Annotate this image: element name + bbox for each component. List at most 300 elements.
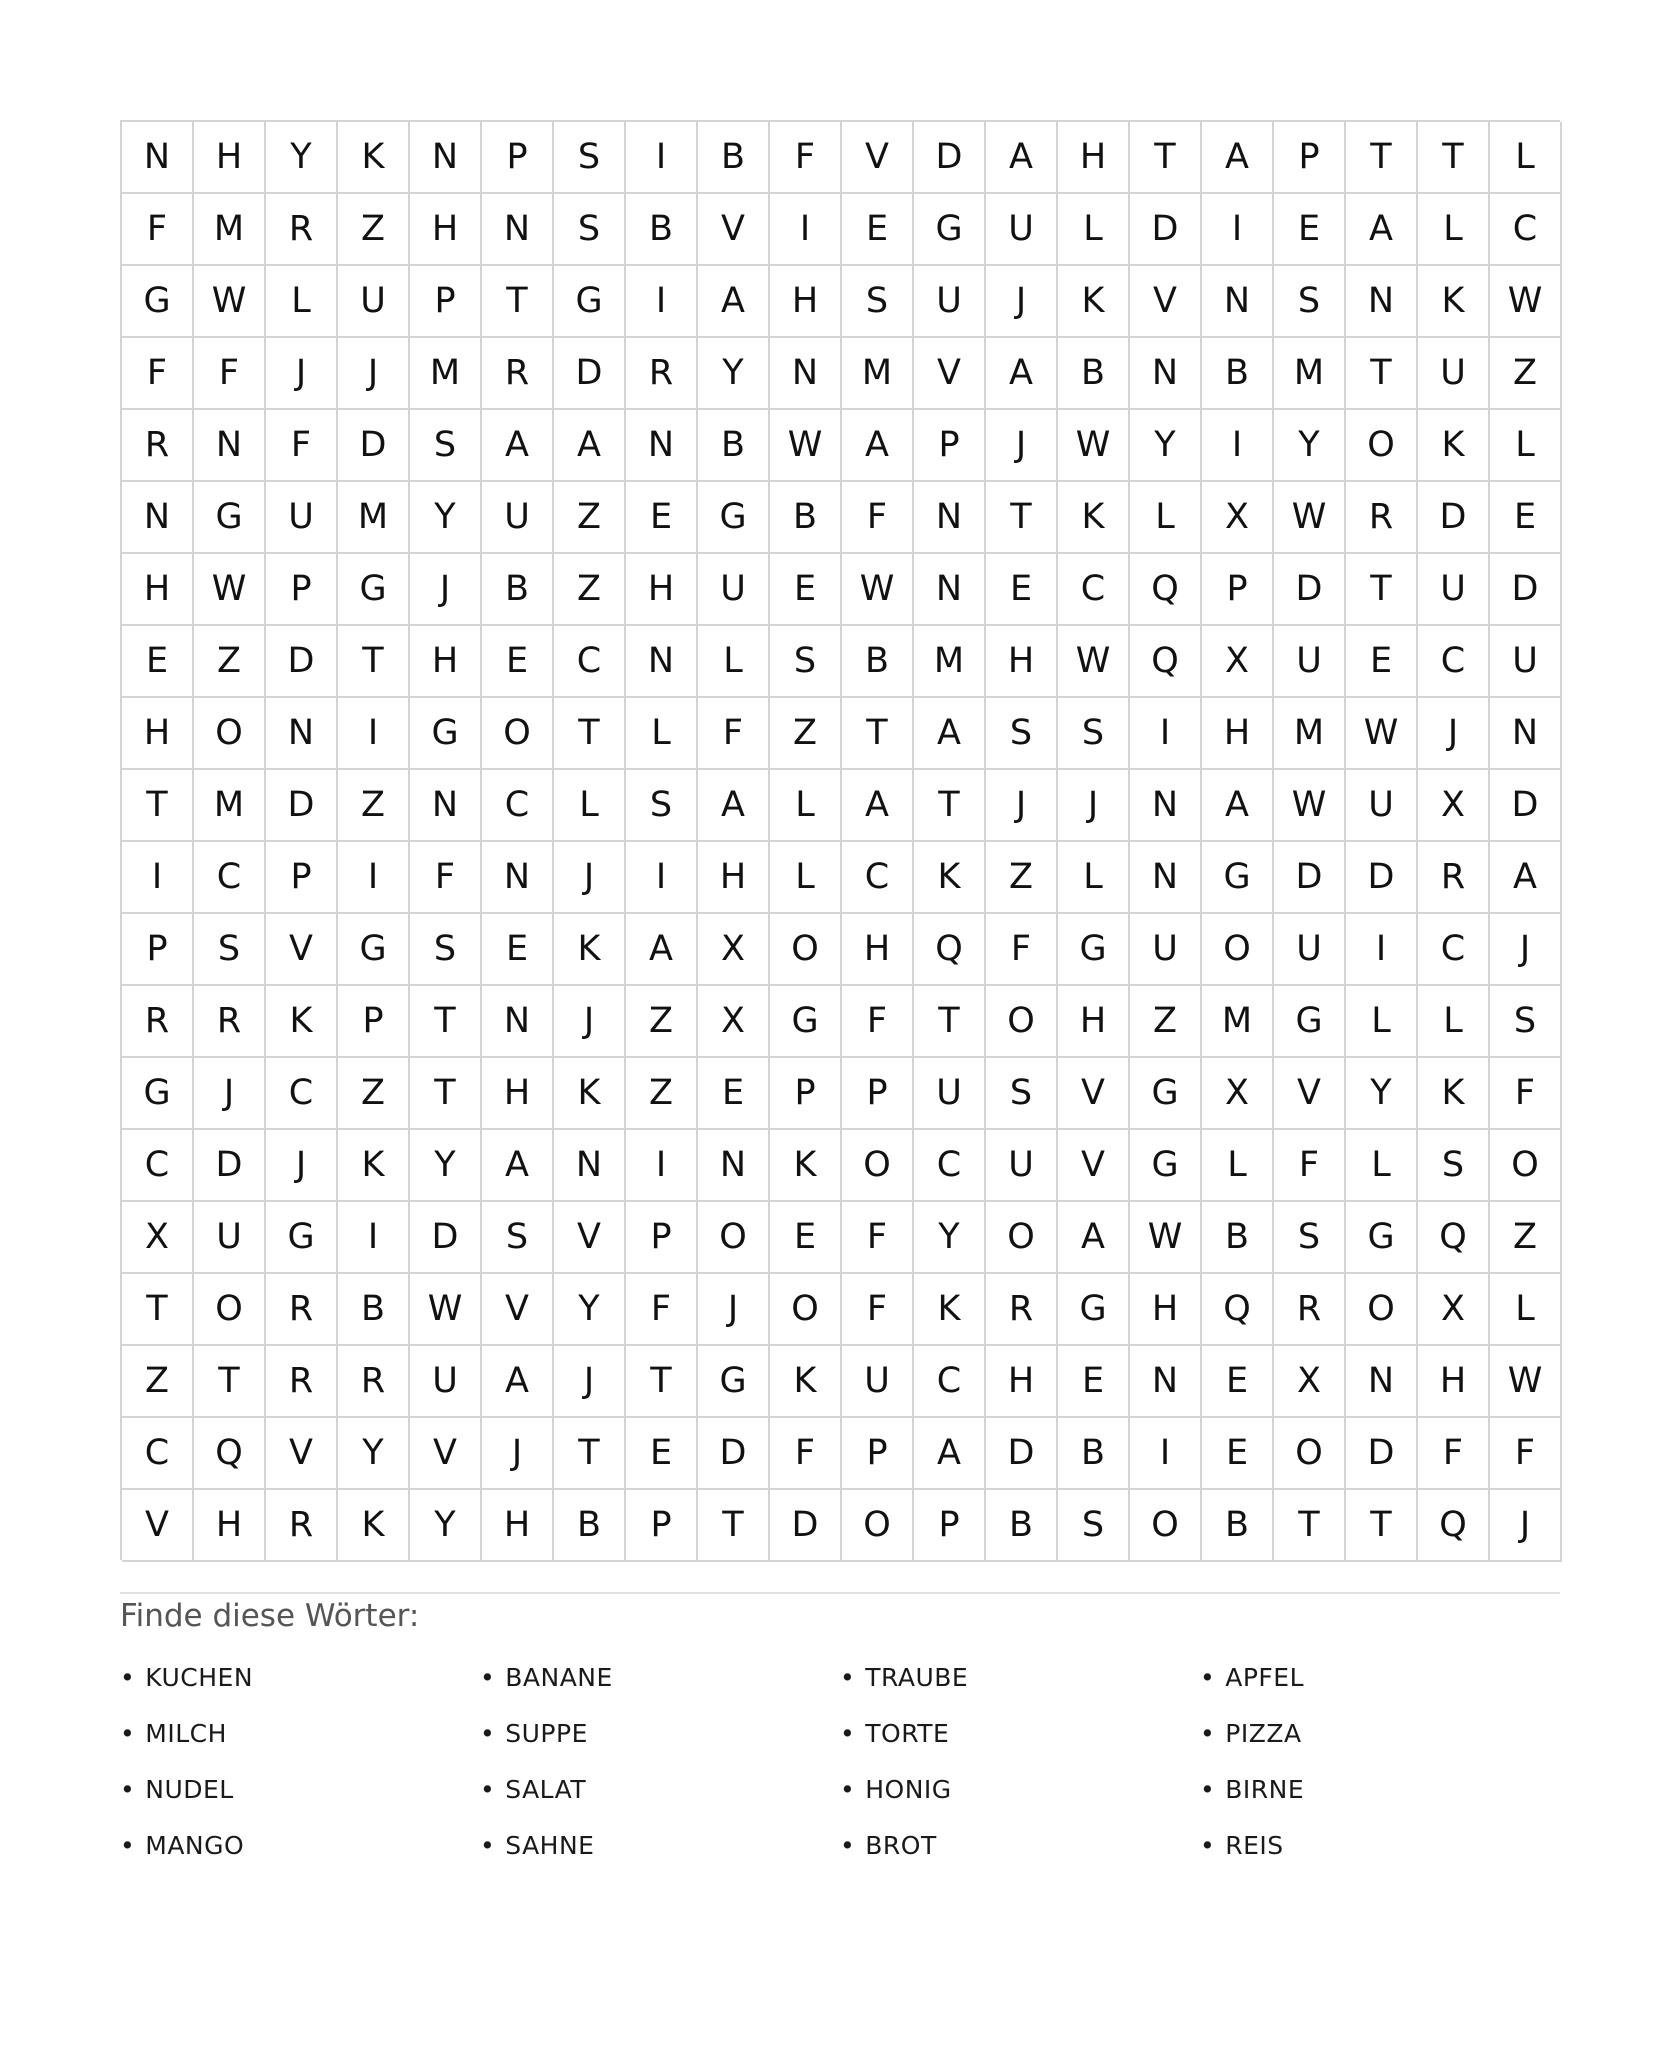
grid-cell[interactable]: W [1274, 770, 1346, 842]
grid-cell[interactable]: E [626, 482, 698, 554]
grid-cell[interactable]: I [1202, 194, 1274, 266]
grid-cell[interactable]: C [482, 770, 554, 842]
grid-cell[interactable]: E [1202, 1346, 1274, 1418]
grid-cell[interactable]: X [1202, 626, 1274, 698]
grid-cell[interactable]: U [986, 194, 1058, 266]
grid-cell[interactable]: I [1130, 1418, 1202, 1490]
grid-cell[interactable]: Z [122, 1346, 194, 1418]
grid-cell[interactable]: Z [554, 482, 626, 554]
grid-cell[interactable]: K [914, 1274, 986, 1346]
grid-cell[interactable]: Z [1490, 338, 1562, 410]
grid-cell[interactable]: R [482, 338, 554, 410]
grid-cell[interactable]: G [1202, 842, 1274, 914]
grid-cell[interactable]: J [986, 266, 1058, 338]
grid-cell[interactable]: P [266, 842, 338, 914]
grid-cell[interactable]: Q [1130, 554, 1202, 626]
grid-cell[interactable]: E [1274, 194, 1346, 266]
grid-cell[interactable]: U [1418, 554, 1490, 626]
grid-cell[interactable]: H [698, 842, 770, 914]
grid-cell[interactable]: K [770, 1130, 842, 1202]
grid-cell[interactable]: J [1058, 770, 1130, 842]
grid-cell[interactable]: S [1274, 1202, 1346, 1274]
grid-cell[interactable]: N [698, 1130, 770, 1202]
grid-cell[interactable]: A [698, 266, 770, 338]
grid-cell[interactable]: V [914, 338, 986, 410]
grid-cell[interactable]: N [914, 482, 986, 554]
grid-cell[interactable]: Z [338, 1058, 410, 1130]
grid-cell[interactable]: M [338, 482, 410, 554]
grid-cell[interactable]: E [482, 626, 554, 698]
grid-cell[interactable]: D [194, 1130, 266, 1202]
grid-cell[interactable]: F [842, 986, 914, 1058]
grid-cell[interactable]: S [1490, 986, 1562, 1058]
grid-cell[interactable]: O [842, 1130, 914, 1202]
grid-cell[interactable]: O [770, 1274, 842, 1346]
grid-cell[interactable]: A [482, 1130, 554, 1202]
grid-cell[interactable]: G [914, 194, 986, 266]
grid-cell[interactable]: I [626, 842, 698, 914]
grid-cell[interactable]: P [626, 1490, 698, 1562]
grid-cell[interactable]: P [842, 1058, 914, 1130]
grid-cell[interactable]: C [842, 842, 914, 914]
grid-cell[interactable]: R [626, 338, 698, 410]
grid-cell[interactable]: M [1274, 698, 1346, 770]
grid-cell[interactable]: E [698, 1058, 770, 1130]
grid-cell[interactable]: J [338, 338, 410, 410]
grid-cell[interactable]: C [122, 1130, 194, 1202]
grid-cell[interactable]: A [482, 1346, 554, 1418]
grid-cell[interactable]: O [482, 698, 554, 770]
grid-cell[interactable]: U [914, 266, 986, 338]
grid-cell[interactable]: K [1058, 482, 1130, 554]
grid-cell[interactable]: V [698, 194, 770, 266]
grid-cell[interactable]: H [482, 1058, 554, 1130]
grid-cell[interactable]: U [1490, 626, 1562, 698]
grid-cell[interactable]: D [698, 1418, 770, 1490]
grid-cell[interactable]: F [122, 194, 194, 266]
grid-cell[interactable]: V [1058, 1130, 1130, 1202]
grid-cell[interactable]: L [1058, 194, 1130, 266]
grid-cell[interactable]: D [1346, 1418, 1418, 1490]
grid-cell[interactable]: L [554, 770, 626, 842]
grid-cell[interactable]: B [338, 1274, 410, 1346]
grid-cell[interactable]: G [1346, 1202, 1418, 1274]
grid-cell[interactable]: M [1274, 338, 1346, 410]
grid-cell[interactable]: N [1346, 1346, 1418, 1418]
grid-cell[interactable]: Z [1490, 1202, 1562, 1274]
grid-cell[interactable]: H [842, 914, 914, 986]
grid-cell[interactable]: G [122, 1058, 194, 1130]
grid-cell[interactable]: W [410, 1274, 482, 1346]
grid-cell[interactable]: G [698, 1346, 770, 1418]
grid-cell[interactable]: K [554, 1058, 626, 1130]
grid-cell[interactable]: P [1202, 554, 1274, 626]
grid-cell[interactable]: N [122, 482, 194, 554]
grid-cell[interactable]: K [1058, 266, 1130, 338]
grid-cell[interactable]: A [554, 410, 626, 482]
grid-cell[interactable]: P [1274, 122, 1346, 194]
grid-cell[interactable]: J [1418, 698, 1490, 770]
grid-cell[interactable]: V [410, 1418, 482, 1490]
grid-cell[interactable]: K [338, 1490, 410, 1562]
grid-cell[interactable]: J [266, 338, 338, 410]
grid-cell[interactable]: B [842, 626, 914, 698]
grid-cell[interactable]: J [986, 410, 1058, 482]
grid-cell[interactable]: S [194, 914, 266, 986]
grid-cell[interactable]: B [554, 1490, 626, 1562]
grid-cell[interactable]: O [194, 1274, 266, 1346]
grid-cell[interactable]: P [266, 554, 338, 626]
grid-cell[interactable]: T [914, 986, 986, 1058]
grid-cell[interactable]: C [1058, 554, 1130, 626]
grid-cell[interactable]: P [770, 1058, 842, 1130]
grid-cell[interactable]: W [194, 554, 266, 626]
grid-cell[interactable]: Z [1130, 986, 1202, 1058]
grid-cell[interactable]: S [410, 410, 482, 482]
grid-cell[interactable]: X [1418, 1274, 1490, 1346]
grid-cell[interactable]: B [1058, 338, 1130, 410]
grid-cell[interactable]: P [626, 1202, 698, 1274]
grid-cell[interactable]: J [554, 842, 626, 914]
grid-cell[interactable]: V [266, 914, 338, 986]
grid-cell[interactable]: T [842, 698, 914, 770]
grid-cell[interactable]: T [410, 986, 482, 1058]
grid-cell[interactable]: W [842, 554, 914, 626]
grid-cell[interactable]: I [338, 1202, 410, 1274]
grid-cell[interactable]: H [986, 626, 1058, 698]
grid-cell[interactable]: K [554, 914, 626, 986]
grid-cell[interactable]: P [842, 1418, 914, 1490]
grid-cell[interactable]: Z [194, 626, 266, 698]
grid-cell[interactable]: N [1130, 770, 1202, 842]
grid-cell[interactable]: W [1058, 410, 1130, 482]
grid-cell[interactable]: B [482, 554, 554, 626]
grid-cell[interactable]: L [1346, 986, 1418, 1058]
grid-cell[interactable]: M [194, 770, 266, 842]
grid-cell[interactable]: F [410, 842, 482, 914]
grid-cell[interactable]: E [1490, 482, 1562, 554]
grid-cell[interactable]: Q [1130, 626, 1202, 698]
grid-cell[interactable]: O [1490, 1130, 1562, 1202]
grid-cell[interactable]: I [770, 194, 842, 266]
grid-cell[interactable]: F [698, 698, 770, 770]
grid-cell[interactable]: V [554, 1202, 626, 1274]
grid-cell[interactable]: U [842, 1346, 914, 1418]
grid-cell[interactable]: R [338, 1346, 410, 1418]
grid-cell[interactable]: A [986, 122, 1058, 194]
grid-cell[interactable]: U [1130, 914, 1202, 986]
grid-cell[interactable]: T [1130, 122, 1202, 194]
grid-cell[interactable]: G [1058, 914, 1130, 986]
grid-cell[interactable]: H [122, 698, 194, 770]
grid-cell[interactable]: D [770, 1490, 842, 1562]
grid-cell[interactable]: B [698, 122, 770, 194]
grid-cell[interactable]: H [1058, 986, 1130, 1058]
grid-cell[interactable]: T [554, 698, 626, 770]
grid-cell[interactable]: L [1490, 410, 1562, 482]
grid-cell[interactable]: O [770, 914, 842, 986]
grid-cell[interactable]: A [986, 338, 1058, 410]
grid-cell[interactable]: F [842, 1274, 914, 1346]
grid-cell[interactable]: V [1274, 1058, 1346, 1130]
grid-cell[interactable]: W [1490, 266, 1562, 338]
grid-cell[interactable]: Y [698, 338, 770, 410]
grid-cell[interactable]: L [1490, 1274, 1562, 1346]
grid-cell[interactable]: Q [194, 1418, 266, 1490]
grid-cell[interactable]: N [626, 410, 698, 482]
grid-cell[interactable]: O [1346, 410, 1418, 482]
grid-cell[interactable]: B [770, 482, 842, 554]
grid-cell[interactable]: W [1058, 626, 1130, 698]
grid-cell[interactable]: P [914, 1490, 986, 1562]
grid-cell[interactable]: C [122, 1418, 194, 1490]
grid-cell[interactable]: T [194, 1346, 266, 1418]
grid-cell[interactable]: I [338, 698, 410, 770]
grid-cell[interactable]: D [338, 410, 410, 482]
grid-cell[interactable]: C [266, 1058, 338, 1130]
grid-cell[interactable]: H [1418, 1346, 1490, 1418]
grid-cell[interactable]: T [338, 626, 410, 698]
grid-cell[interactable]: T [914, 770, 986, 842]
grid-cell[interactable]: D [554, 338, 626, 410]
grid-cell[interactable]: G [410, 698, 482, 770]
grid-cell[interactable]: R [266, 1346, 338, 1418]
grid-cell[interactable]: Z [338, 194, 410, 266]
grid-cell[interactable]: S [1418, 1130, 1490, 1202]
grid-cell[interactable]: Q [914, 914, 986, 986]
grid-cell[interactable]: M [1202, 986, 1274, 1058]
grid-cell[interactable]: B [698, 410, 770, 482]
grid-cell[interactable]: K [338, 1130, 410, 1202]
grid-cell[interactable]: K [266, 986, 338, 1058]
grid-cell[interactable]: L [1490, 122, 1562, 194]
grid-cell[interactable]: R [122, 410, 194, 482]
grid-cell[interactable]: S [1058, 1490, 1130, 1562]
grid-cell[interactable]: S [410, 914, 482, 986]
grid-cell[interactable]: I [1346, 914, 1418, 986]
grid-cell[interactable]: A [1202, 770, 1274, 842]
grid-cell[interactable]: G [770, 986, 842, 1058]
grid-cell[interactable]: R [986, 1274, 1058, 1346]
grid-cell[interactable]: T [1346, 122, 1418, 194]
grid-cell[interactable]: S [554, 194, 626, 266]
grid-cell[interactable]: Z [986, 842, 1058, 914]
grid-cell[interactable]: E [1202, 1418, 1274, 1490]
grid-cell[interactable]: N [554, 1130, 626, 1202]
grid-cell[interactable]: H [482, 1490, 554, 1562]
grid-cell[interactable]: L [1058, 842, 1130, 914]
grid-cell[interactable]: D [1490, 554, 1562, 626]
grid-cell[interactable]: J [986, 770, 1058, 842]
grid-cell[interactable]: G [1130, 1130, 1202, 1202]
grid-cell[interactable]: A [842, 770, 914, 842]
grid-cell[interactable]: N [482, 986, 554, 1058]
grid-cell[interactable]: W [1274, 482, 1346, 554]
grid-cell[interactable]: T [698, 1490, 770, 1562]
grid-cell[interactable]: T [1274, 1490, 1346, 1562]
grid-cell[interactable]: L [698, 626, 770, 698]
grid-cell[interactable]: B [986, 1490, 1058, 1562]
grid-cell[interactable]: Y [410, 1490, 482, 1562]
grid-cell[interactable]: T [410, 1058, 482, 1130]
grid-cell[interactable]: N [482, 842, 554, 914]
grid-cell[interactable]: G [698, 482, 770, 554]
grid-cell[interactable]: I [626, 1130, 698, 1202]
grid-cell[interactable]: T [1346, 554, 1418, 626]
grid-cell[interactable]: Y [1130, 410, 1202, 482]
grid-cell[interactable]: O [1274, 1418, 1346, 1490]
grid-cell[interactable]: F [1418, 1418, 1490, 1490]
grid-cell[interactable]: R [266, 1490, 338, 1562]
grid-cell[interactable]: N [1202, 266, 1274, 338]
grid-cell[interactable]: U [1418, 338, 1490, 410]
grid-cell[interactable]: H [1130, 1274, 1202, 1346]
grid-cell[interactable]: J [698, 1274, 770, 1346]
grid-cell[interactable]: W [1490, 1346, 1562, 1418]
grid-cell[interactable]: F [1490, 1058, 1562, 1130]
grid-cell[interactable]: W [1346, 698, 1418, 770]
grid-cell[interactable]: E [770, 554, 842, 626]
grid-cell[interactable]: F [1274, 1130, 1346, 1202]
grid-cell[interactable]: G [1130, 1058, 1202, 1130]
grid-cell[interactable]: G [1058, 1274, 1130, 1346]
grid-cell[interactable]: N [1130, 338, 1202, 410]
grid-cell[interactable]: H [410, 626, 482, 698]
grid-cell[interactable]: I [626, 122, 698, 194]
grid-cell[interactable]: N [1130, 842, 1202, 914]
grid-cell[interactable]: U [914, 1058, 986, 1130]
grid-cell[interactable]: Z [338, 770, 410, 842]
grid-cell[interactable]: G [266, 1202, 338, 1274]
grid-cell[interactable]: K [1418, 266, 1490, 338]
grid-cell[interactable]: Q [1418, 1490, 1490, 1562]
grid-cell[interactable]: M [842, 338, 914, 410]
grid-cell[interactable]: J [194, 1058, 266, 1130]
grid-cell[interactable]: Z [626, 1058, 698, 1130]
grid-cell[interactable]: G [1274, 986, 1346, 1058]
grid-cell[interactable]: V [1130, 266, 1202, 338]
grid-cell[interactable]: X [1202, 1058, 1274, 1130]
grid-cell[interactable]: R [1346, 482, 1418, 554]
grid-cell[interactable]: Y [914, 1202, 986, 1274]
grid-cell[interactable]: F [194, 338, 266, 410]
grid-cell[interactable]: T [1418, 122, 1490, 194]
grid-cell[interactable]: S [482, 1202, 554, 1274]
grid-cell[interactable]: A [914, 1418, 986, 1490]
grid-cell[interactable]: Y [554, 1274, 626, 1346]
grid-cell[interactable]: I [338, 842, 410, 914]
grid-cell[interactable]: G [122, 266, 194, 338]
grid-cell[interactable]: A [1346, 194, 1418, 266]
grid-cell[interactable]: E [986, 554, 1058, 626]
grid-cell[interactable]: C [554, 626, 626, 698]
grid-cell[interactable]: R [266, 1274, 338, 1346]
grid-cell[interactable]: D [1490, 770, 1562, 842]
grid-cell[interactable]: X [122, 1202, 194, 1274]
grid-cell[interactable]: A [482, 410, 554, 482]
grid-cell[interactable]: E [1346, 626, 1418, 698]
grid-cell[interactable]: U [1346, 770, 1418, 842]
grid-cell[interactable]: S [1058, 698, 1130, 770]
grid-cell[interactable]: V [266, 1418, 338, 1490]
grid-cell[interactable]: P [122, 914, 194, 986]
grid-cell[interactable]: U [1274, 626, 1346, 698]
grid-cell[interactable]: J [1490, 1490, 1562, 1562]
grid-cell[interactable]: R [194, 986, 266, 1058]
grid-cell[interactable]: M [410, 338, 482, 410]
grid-cell[interactable]: R [1418, 842, 1490, 914]
grid-cell[interactable]: S [770, 626, 842, 698]
grid-cell[interactable]: A [1058, 1202, 1130, 1274]
grid-cell[interactable]: O [194, 698, 266, 770]
grid-cell[interactable]: D [1274, 842, 1346, 914]
grid-cell[interactable]: F [842, 1202, 914, 1274]
grid-cell[interactable]: E [626, 1418, 698, 1490]
grid-cell[interactable]: F [770, 1418, 842, 1490]
grid-cell[interactable]: O [842, 1490, 914, 1562]
grid-cell[interactable]: B [1202, 338, 1274, 410]
grid-cell[interactable]: A [1202, 122, 1274, 194]
grid-cell[interactable]: T [554, 1418, 626, 1490]
grid-cell[interactable]: E [842, 194, 914, 266]
grid-cell[interactable]: N [266, 698, 338, 770]
grid-cell[interactable]: A [842, 410, 914, 482]
grid-cell[interactable]: S [986, 698, 1058, 770]
grid-cell[interactable]: H [1202, 698, 1274, 770]
grid-cell[interactable]: L [1346, 1130, 1418, 1202]
grid-cell[interactable]: N [122, 122, 194, 194]
grid-cell[interactable]: N [770, 338, 842, 410]
grid-cell[interactable]: P [482, 122, 554, 194]
grid-cell[interactable]: M [914, 626, 986, 698]
grid-cell[interactable]: X [1418, 770, 1490, 842]
grid-cell[interactable]: L [266, 266, 338, 338]
grid-cell[interactable]: D [1346, 842, 1418, 914]
grid-cell[interactable]: J [410, 554, 482, 626]
grid-cell[interactable]: S [842, 266, 914, 338]
grid-cell[interactable]: L [770, 770, 842, 842]
grid-cell[interactable]: S [1274, 266, 1346, 338]
grid-cell[interactable]: Y [266, 122, 338, 194]
grid-cell[interactable]: D [914, 122, 986, 194]
grid-cell[interactable]: D [410, 1202, 482, 1274]
grid-cell[interactable]: H [626, 554, 698, 626]
grid-cell[interactable]: N [914, 554, 986, 626]
grid-cell[interactable]: Y [1346, 1058, 1418, 1130]
grid-cell[interactable]: P [410, 266, 482, 338]
grid-cell[interactable]: G [194, 482, 266, 554]
grid-cell[interactable]: G [338, 914, 410, 986]
grid-cell[interactable]: N [1130, 1346, 1202, 1418]
grid-cell[interactable]: H [986, 1346, 1058, 1418]
grid-cell[interactable]: V [842, 122, 914, 194]
grid-cell[interactable]: L [1418, 194, 1490, 266]
grid-cell[interactable]: C [1418, 914, 1490, 986]
grid-cell[interactable]: U [482, 482, 554, 554]
grid-cell[interactable]: O [1130, 1490, 1202, 1562]
grid-cell[interactable]: A [626, 914, 698, 986]
grid-cell[interactable]: K [1418, 1058, 1490, 1130]
grid-cell[interactable]: E [482, 914, 554, 986]
grid-cell[interactable]: F [266, 410, 338, 482]
grid-cell[interactable]: U [410, 1346, 482, 1418]
grid-cell[interactable]: E [770, 1202, 842, 1274]
grid-cell[interactable]: V [1058, 1058, 1130, 1130]
grid-cell[interactable]: U [266, 482, 338, 554]
grid-cell[interactable]: N [194, 410, 266, 482]
grid-cell[interactable]: O [986, 1202, 1058, 1274]
grid-cell[interactable]: O [1346, 1274, 1418, 1346]
